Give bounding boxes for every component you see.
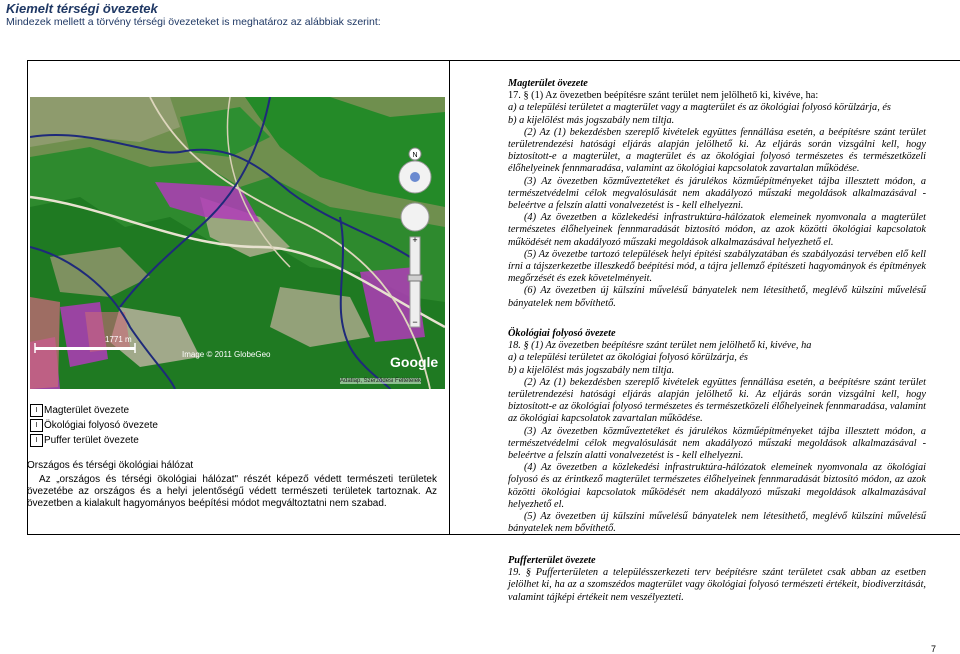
paragraph: (5) Az övezetben új külszíni művelésű bányatelek nem létesíthető, meglévő külszíni művelésű bányatelek nem bővíthető.: [508, 511, 926, 535]
legend-paragraph: Az „országos és térségi ökológiai hálózat" részét képező védett természeti területek övezetébe az országos és a helyi jelentőségű védett természeti területek tartoznak. Az övezetben a kialakult hagyományos beépítési módot megváltoztatni nem szabad.: [27, 474, 437, 509]
paragraph: (2) Az (1) bekezdésben szereplő kivételek együttes fennállása esetén, a beépítésre szánt terület területrendezési hatósági eljárás alapján jelölhető ki. Az eljárás során vizsgálni kell, hogy biztosított-e az ökológiai folyosó természetes és természetközeli élőhelyeinek fennmaradása, valamint az ökológiai kapcsolatok zavartalan működése.: [508, 376, 926, 425]
svg-text:+: +: [412, 235, 418, 245]
svg-text:−: −: [412, 317, 418, 327]
paragraph: (5) Az övezetbe tartozó települések helyi építési szabályzatában és szabályozási tervében elő kell írni a tájszerkezetbe illeszkedő beépítési mód, a tájra jellemző építészeti hagyományok és építmények megőrzését és ezek követelményeit.: [508, 248, 926, 285]
paragraph: (3) Az övezetben közműveztetéket és járulékos közműépítményeket tájba illesztett módon, a természetvédelmi célok megvalósulását nem akadályozó műszaki megoldások alkalmazásával - beleértve a felszín alatti vonalvezetést is - kell elhelyezni.: [508, 175, 926, 212]
paragraph: 18. § (1) Az övezetben beépítésre szánt terület nem jelölhető ki, kivéve, ha: [508, 340, 812, 352]
section-pufferterulet: [508, 555, 926, 604]
legend-heading: Országos és térségi ökológiai hálózat: [27, 460, 194, 471]
map-canvas: [30, 97, 445, 389]
paragraph: (2) Az (1) bekezdésben szereplő kivételek együttes fennállása esetén, a beépítésre szánt terület területrendezési hatósági eljárás alapján jelölhető ki. Az eljárás során vizsgálni kell, hogy biztosított-e a magterület, a magterület és az ökológiai folyosó természetes és természetközeli élőhelyeinek fennmaradása, valamint az ökológiai kapcsolatok zavartalan működése.: [508, 126, 926, 175]
paragraph: a) a települési területet a magterület vagy a magterület és az ökológiai folyosó körülzárja, és: [508, 102, 891, 114]
legend-label: Puffer terület övezete: [44, 435, 139, 446]
paragraph: (4) Az övezetben a közlekedési infrastruktúra-hálózatok elemeinek nyomvonala az ökológiai folyosó és az érintkező magterület természetes élőhelyeinek fennmaradását biztosító módon, az azok közötti ökológiai kapcsolatok működését nem akadályozó műszaki megoldások alkalmazásával helyezhető el.: [508, 462, 926, 510]
section-okologiai-folyoso: [508, 328, 926, 535]
paragraph: (6) Az övezetben új külszíni művelésű bányatelek nem létesíthető, meglévő külszíni művelésű bányatelek nem bővíthető.: [508, 285, 926, 309]
legend-marker: I: [30, 419, 43, 432]
page-title: Kiemelt térségi övezetek: [6, 1, 158, 16]
map-scale-label: 1771 m: [105, 335, 132, 344]
paragraph: (3) Az övezetben közműveztetéket és járulékos közműépítményeket tájba illesztett módon, a természetvédelmi célok megvalósulását nem akadályozó műszaki megoldások alkalmazásával - beleértve a felszín alatti vonalvezetést is - kell elhelyezni.: [508, 425, 926, 462]
paragraph: 19. § Pufferterületen a településszerkezeti terv beépítésre szánt területet csak abban az esetben jelölhet ki, ha az a szomszédos magterület vagy ökológiai folyosó természeti értékeit, biodiverzitását, valamint tájképi értékeit nem veszélyezteti.: [508, 567, 926, 603]
legend-label: Magterület övezete: [44, 405, 130, 416]
page-subtitle: Mindezek mellett a törvény térségi övezeteket is meghatároz az alábbiak szerint:: [6, 16, 381, 28]
legend-marker: I: [30, 404, 43, 417]
svg-text:N: N: [412, 152, 418, 159]
legend-marker: I: [30, 434, 43, 447]
section-magterulet: [508, 78, 926, 310]
section-heading: Pufferterület övezete: [508, 555, 596, 566]
page-number: 7: [931, 644, 937, 654]
legend-label: Ökológiai folyosó övezete: [44, 420, 158, 431]
map-footer[interactable]: Adatlap, Szerződési Feltételek: [340, 378, 422, 384]
paragraph: (4) Az övezetben a közlekedési infrastruktúra-hálózatok elemeinek nyomvonala a magterület természetes élőhelyeinek fennmaradását biztosító módon, az azok közötti ökológiai kapcsolatok működését nem akadályozó műszaki megoldások alkalmazásával helyezhető el.: [508, 212, 926, 248]
paragraph: 17. § (1) Az övezetben beépítésre szánt terület nem jelölhető ki, kivéve, ha:: [508, 90, 819, 102]
paragraph: b) a kijelölést más jogszabály nem tiltja.: [508, 114, 675, 126]
google-logo: Google: [390, 354, 439, 370]
section-heading: Ökológiai folyosó övezete: [508, 328, 616, 339]
map-credit: Image © 2011 GlobeGeo: [182, 350, 271, 359]
paragraph: b) a kijelölést más jogszabály nem tiltja.: [508, 364, 675, 376]
paragraph: a) a települési területet az ökológiai folyosó körülzárja, és: [508, 352, 748, 364]
ecological-network-map[interactable]: [30, 97, 445, 389]
section-heading: Magterület övezete: [508, 78, 588, 89]
